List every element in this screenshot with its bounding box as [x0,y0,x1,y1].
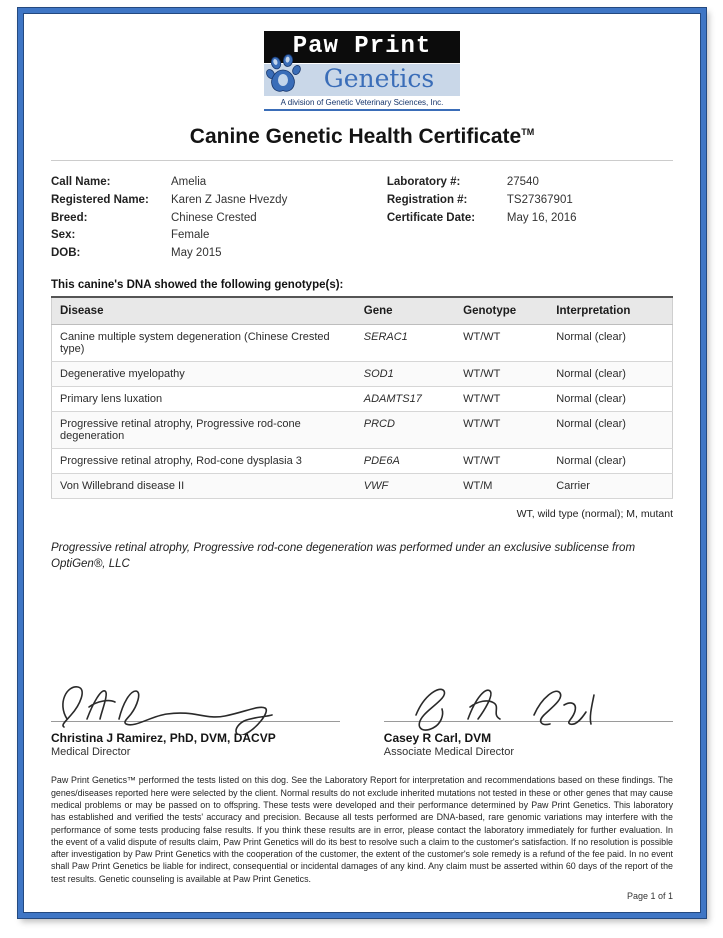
certificate-page [18,8,706,918]
laboratory-number-label: Laboratory #: [386,176,461,188]
signature-scribble-icon [51,677,341,735]
breed-value: Chinese Crested [171,211,257,224]
breed-label: Breed: [51,211,88,224]
interpretation-cell: Normal (clear) [548,412,672,449]
info-row-certificate-date [387,210,673,228]
registration-number-value: TS27367901 [506,193,573,206]
info-row-breed [51,210,387,228]
info-row-registration-number [387,192,673,210]
genotype-table-header [52,297,673,325]
gene-cell: ADAMTS17 [356,387,455,412]
registered-name-label: Registered Name: [51,193,149,206]
dob-value: May 2015 [171,247,222,260]
genotype-table [51,296,673,499]
disease-cell: Von Willebrand disease II [52,474,356,499]
page-title-text: Canine Genetic Health Certificate [189,125,522,148]
call-name-label: Call Name: [51,176,111,188]
dog-info-left-column [51,174,387,263]
signer-title: Medical Director [51,746,131,759]
sublicense-note: Progressive retinal atrophy, Progressive rod-cone degeneration was performed under an exclusive sublicense from OptiGen®, LLC [51,542,636,571]
registration-number-label: Registration #: [386,193,468,206]
genotype-cell: WT/WT [455,412,548,449]
certificate-date-label: Certificate Date: [386,211,476,224]
table-header-row [52,297,673,325]
info-row-dob [51,245,387,263]
gene-cell: SOD1 [356,362,455,387]
logo-tagline: A division of Genetic Veterinary Sciences, Inc. [264,96,460,111]
info-row-sex [51,227,387,245]
disease-cell: Degenerative myelopathy [52,362,356,387]
signer-name: Christina J Ramirez, PhD, DVM, DACVP [51,731,276,746]
trademark-superscript: TM [521,127,535,137]
logo-wordmark-top: Paw Print [264,31,460,63]
column-header-disease: Disease [52,297,356,325]
sex-label: Sex: [51,229,76,242]
title-divider [51,160,673,161]
logo-wordmark-bottom: Genetics [323,64,435,93]
genotype-cell: WT/WT [455,325,548,362]
dog-info-section [51,174,673,263]
interpretation-cell: Normal (clear) [548,387,672,412]
call-name-value: Amelia [171,176,207,188]
column-header-interpretation: Interpretation [548,297,672,325]
info-row-call-name [51,174,387,192]
logo-block [264,31,460,111]
dog-info-right-column [387,174,673,263]
signer-title: Associate Medical Director [383,746,514,759]
signature-block-associate-medical-director [384,677,673,758]
genotype-table-body [52,325,673,499]
table-row [52,387,673,412]
paw-print-icon [266,54,302,99]
logo [51,31,673,111]
sex-value: Female [171,229,210,242]
genotype-section-heading: This canine's DNA showed the following genotype(s): [51,279,344,292]
interpretation-cell: Carrier [548,474,672,499]
disease-cell: Progressive retinal atrophy, Rod-cone dysplasia 3 [52,449,356,474]
genotype-cell: WT/WT [455,449,548,474]
vertical-spacer [51,572,673,677]
disease-cell: Canine multiple system degeneration (Chinese Crested type) [52,325,356,362]
dob-label: DOB: [51,247,81,260]
genotype-cell: WT/WT [455,387,548,412]
certificate-content [23,13,701,913]
laboratory-number-value: 27540 [506,176,539,188]
table-row [52,325,673,362]
genotype-cell: WT/WT [455,362,548,387]
disease-cell: Primary lens luxation [52,387,356,412]
signature-scribble-icon [384,677,664,735]
interpretation-cell: Normal (clear) [548,362,672,387]
signer-name: Casey R Carl, DVM [383,731,492,746]
certificate-date-value: May 16, 2016 [506,211,577,224]
interpretation-cell: Normal (clear) [548,325,672,362]
disclaimer-text: Paw Print Genetics™ performed the tests listed on this dog. See the Laboratory Report for interpretation and recommendations based on these findings. The genes/diseases reported here were selected by the client. Normal results do not exclude inherited mutations not tested in these or other genes that may cause medical problems or may be passed on to offspring. These tests were developed and their performance determined by Paw Print Genetics. This laboratory has established and verified the tests' accuracy and precision. Because all tests performed are DNA-based, rare genomic variations may interfere with the performance of some tests producing false results. If you think these results are in error, please contact the laboratory immediately for further evaluation. In the event of a valid dispute of results claim, Paw Print Genetics will do its best to resolve such a claim to the customer's satisfaction. If no resolution is possible after investigation by Paw Print Genetics with the cooperation of the customer, the extent of the customer's sole remedy is a refund of the fee paid. In no event shall Paw Print Genetics be liable for indirect, consequential or incidental damages of any kind. Any claim must be asserted within 60 days of the report of the test results. Genetic counseling is available at Paw Print Genetics. [51,775,673,884]
gene-cell: VWF [356,474,455,499]
table-row [52,412,673,449]
genotype-cell: WT/M [455,474,548,499]
page-title [51,125,673,149]
info-row-laboratory-number [387,174,673,192]
disease-cell: Progressive retinal atrophy, Progressive rod-cone degeneration [52,412,356,449]
table-row [52,362,673,387]
table-row [52,474,673,499]
column-header-gene: Gene [356,297,455,325]
genotype-legend: WT, wild type (normal); M, mutant [516,508,673,521]
interpretation-cell: Normal (clear) [548,449,672,474]
logo-band [264,64,460,96]
info-row-registered-name [51,192,387,210]
page-number: Page 1 of 1 [626,891,673,901]
registered-name-value: Karen Z Jasne Hvezdy [171,193,288,206]
gene-cell: PDE6A [356,449,455,474]
table-row [52,449,673,474]
gene-cell: PRCD [356,412,455,449]
signatures-section [51,677,673,758]
signature-block-medical-director [51,677,340,758]
column-header-genotype: Genotype [455,297,548,325]
gene-cell: SERAC1 [356,325,455,362]
